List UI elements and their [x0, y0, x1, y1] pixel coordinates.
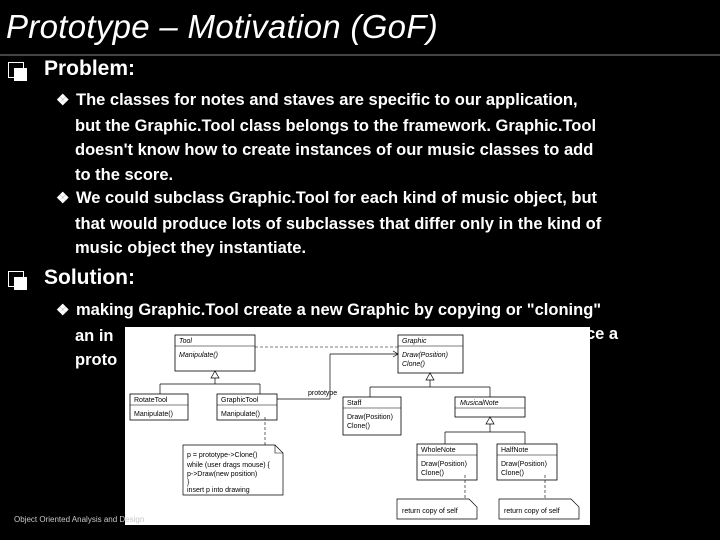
class-whole-note	[417, 444, 477, 480]
class-graphic-tool	[217, 394, 277, 420]
svg-text:RotateTool: RotateTool	[134, 397, 168, 404]
problem-bullet-1: ❖ The classes for notes and staves are specific to our application, but the Graphic.Tool class belongs to the framework. Graphic.Tool doesn't know how to create instances of our music classes to add to the score.	[56, 91, 597, 184]
class-tool	[175, 335, 255, 371]
prototype-association-label: prototype	[308, 390, 338, 397]
class-half-note	[497, 444, 557, 480]
svg-text:Manipulate(): Manipulate()	[179, 352, 218, 359]
svg-text:}: }	[187, 479, 190, 486]
svg-text:HalfNote: HalfNote	[501, 447, 529, 454]
svg-text:while (user drags mouse) {: while (user drags mouse) {	[187, 462, 270, 469]
svg-text:Manipulate(): Manipulate()	[221, 411, 260, 418]
diamond-bullet-icon: ❖	[56, 190, 70, 207]
svg-text:MusicalNote: MusicalNote	[460, 400, 499, 407]
svg-text:insert p into drawing: insert p into drawing	[187, 487, 250, 494]
title-divider	[0, 54, 720, 56]
return-note-whole	[397, 499, 477, 519]
svg-text:Draw(Position): Draw(Position)	[501, 461, 547, 468]
svg-text:GraphicTool: GraphicTool	[221, 397, 259, 404]
problem-heading: Problem:	[44, 57, 136, 80]
svg-text:Graphic: Graphic	[402, 338, 427, 345]
diamond-bullet-icon: ❖	[56, 302, 70, 319]
checkbox-bullet-icon	[8, 62, 24, 78]
class-rotate-tool	[130, 394, 188, 420]
slide-title: Prototype – Motivation (GoF)	[6, 8, 439, 45]
solution-bullet-1: ❖ making Graphic.Tool create a new Graphic by copying or "cloning" an in proto	[56, 301, 602, 369]
diamond-bullet-icon: ❖	[56, 92, 70, 109]
class-graphic	[398, 335, 463, 373]
svg-text:Clone(): Clone()	[347, 423, 370, 430]
svg-text:p = prototype->Clone(): p = prototype->Clone()	[187, 452, 258, 459]
svg-text:WholeNote: WholeNote	[421, 447, 456, 454]
svg-text:Clone(): Clone()	[421, 470, 444, 477]
svg-text:Draw(Position): Draw(Position)	[347, 414, 393, 421]
code-note	[183, 445, 283, 495]
svg-text:return copy of self: return copy of self	[504, 508, 560, 515]
class-musical-note	[455, 397, 525, 417]
svg-text:return copy of self: return copy of self	[402, 508, 458, 515]
svg-text:Clone(): Clone()	[501, 470, 524, 477]
slide-footer: Object Oriented Analysis and Design	[14, 515, 145, 524]
solution-bullet-1-tail: ce a	[586, 325, 619, 343]
svg-text:Manipulate(): Manipulate()	[134, 411, 173, 418]
solution-heading: Solution:	[44, 266, 135, 289]
class-staff	[343, 397, 401, 435]
return-note-half	[499, 499, 579, 519]
svg-text:Draw(Position): Draw(Position)	[421, 461, 467, 468]
svg-text:Clone(): Clone()	[402, 361, 425, 368]
uml-class-diagram	[125, 327, 590, 525]
svg-text:Tool: Tool	[179, 338, 192, 345]
svg-text:p->Draw(new position): p->Draw(new position)	[187, 471, 258, 478]
svg-text:Staff: Staff	[347, 400, 362, 407]
checkbox-bullet-icon	[8, 271, 24, 287]
svg-text:Draw(Position): Draw(Position)	[402, 352, 448, 359]
problem-bullet-2: ❖ We could subclass Graphic.Tool for each kind of music object, but that would produce lots of subclasses that differ only in the kind of music object they instantiate.	[56, 189, 602, 257]
